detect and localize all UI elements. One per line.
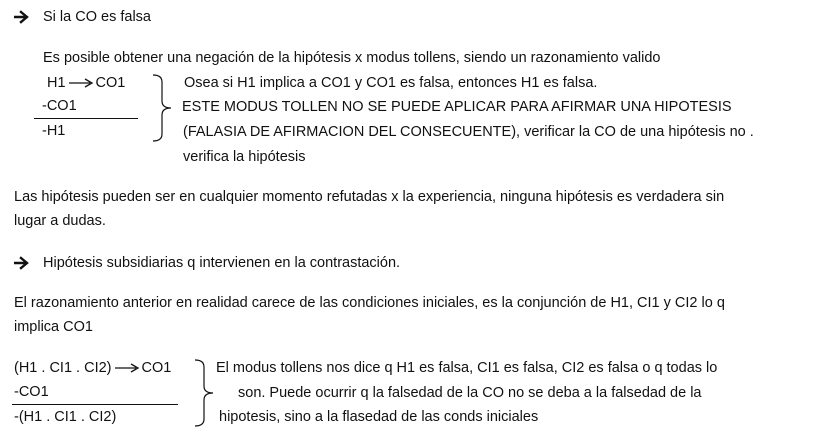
logic2-premise1-consequent: CO1 bbox=[141, 360, 172, 376]
logic2-premise2: -CO1 bbox=[14, 384, 49, 400]
para1-line-2: lugar a dudas. bbox=[14, 213, 106, 229]
logic2-divider bbox=[12, 404, 178, 405]
arrow-bullet-icon bbox=[14, 10, 30, 24]
implies-arrow-icon bbox=[114, 363, 140, 373]
bullet-heading-2: Hipótesis subsidiarias q intervienen en la contrastación. bbox=[43, 255, 401, 271]
para2-line-2: implica CO1 bbox=[14, 319, 93, 335]
explain1-line-2: ESTE MODUS TOLLEN NO SE PUEDE APLICAR PARA AFIRMAR UNA HIPOTESIS bbox=[182, 99, 732, 115]
logic1-premise1-consequent: CO1 bbox=[95, 75, 126, 91]
logic2-premise1-antecedent: (H1 . CI1 . CI2) bbox=[14, 360, 112, 376]
explain1-line-3: (FALASIA DE AFIRMACION DEL CONSECUENTE), verificar la CO de una hipótesis no . bbox=[183, 124, 754, 140]
intro-line: Es posible obtener una negación de la hipótesis x modus tollens, siendo un razonamiento valido bbox=[43, 50, 661, 66]
explain2-line-3: hipotesis, sino a la flasedad de las conds iniciales bbox=[219, 409, 539, 425]
logic2-premise1 bbox=[14, 359, 171, 377]
explain2-line-1: El modus tollens nos dice q H1 es falsa, CI1 es falsa, CI2 es falsa o q todas lo bbox=[216, 360, 718, 376]
logic1-divider bbox=[34, 118, 138, 119]
logic1-premise1-antecedent: H1 bbox=[47, 75, 66, 91]
logic1-premise1 bbox=[47, 74, 125, 92]
bullet-heading-1: Si la CO es falsa bbox=[43, 9, 151, 25]
right-brace-icon bbox=[150, 74, 174, 142]
implies-arrow-icon bbox=[68, 78, 94, 88]
right-brace-icon bbox=[192, 359, 216, 427]
explain2-line-2: son. Puede ocurrir q la falsedad de la CO no se deba a la falsedad de la bbox=[238, 385, 702, 401]
logic1-conclusion: -H1 bbox=[42, 123, 66, 139]
para1-line-1: Las hipótesis pueden ser en cualquier momento refutadas x la experiencia, ninguna hipótesis es verdadera sin bbox=[14, 189, 725, 205]
explain1-line-1: Osea si H1 implica a CO1 y CO1 es falsa, entonces H1 es falsa. bbox=[184, 75, 598, 91]
explain1-line-4: verifica la hipótesis bbox=[183, 149, 306, 165]
arrow-bullet-icon bbox=[14, 256, 30, 270]
logic2-conclusion: -(H1 . CI1 . CI2) bbox=[14, 409, 117, 425]
para2-line-1: El razonamiento anterior en realidad carece de las condiciones iniciales, es la conjunción de H1, CI1 y CI2 lo q bbox=[14, 295, 725, 311]
logic1-premise2: -CO1 bbox=[42, 98, 77, 114]
